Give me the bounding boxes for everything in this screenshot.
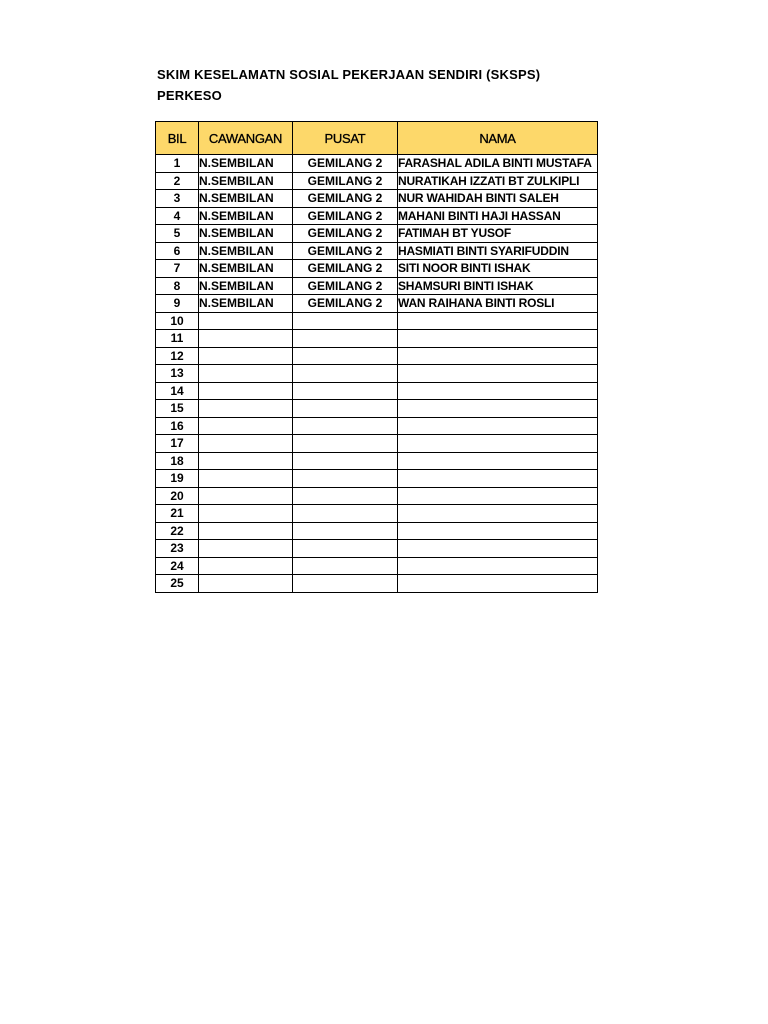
table-row bbox=[156, 540, 598, 558]
center-cell: GEMILANG 2 bbox=[293, 242, 398, 260]
branch-cell bbox=[199, 417, 293, 435]
table-row bbox=[156, 382, 598, 400]
center-cell bbox=[293, 575, 398, 593]
name-cell bbox=[398, 452, 598, 470]
center-cell: GEMILANG 2 bbox=[293, 155, 398, 173]
name-cell bbox=[398, 505, 598, 523]
row-number-cell: 20 bbox=[156, 487, 199, 505]
branch-cell bbox=[199, 575, 293, 593]
table-row bbox=[156, 487, 598, 505]
row-number-cell: 16 bbox=[156, 417, 199, 435]
center-cell: GEMILANG 2 bbox=[293, 225, 398, 243]
title-line-scheme: SKIM KESELAMATN SOSIAL PEKERJAAN SENDIRI (SKSPS) bbox=[157, 67, 541, 82]
row-number-cell: 9 bbox=[156, 295, 199, 313]
branch-cell bbox=[199, 435, 293, 453]
center-cell bbox=[293, 400, 398, 418]
name-cell bbox=[398, 382, 598, 400]
branch-cell bbox=[199, 312, 293, 330]
center-cell: GEMILANG 2 bbox=[293, 190, 398, 208]
center-cell: GEMILANG 2 bbox=[293, 172, 398, 190]
branch-cell bbox=[199, 330, 293, 348]
center-cell bbox=[293, 435, 398, 453]
center-cell bbox=[293, 487, 398, 505]
table-row bbox=[156, 522, 598, 540]
row-number-cell: 3 bbox=[156, 190, 199, 208]
branch-cell bbox=[199, 540, 293, 558]
row-number-cell: 6 bbox=[156, 242, 199, 260]
branch-cell bbox=[199, 505, 293, 523]
row-number-cell: 5 bbox=[156, 225, 199, 243]
table-row bbox=[156, 242, 598, 260]
column-header-cawangan: CAWANGAN bbox=[199, 122, 293, 155]
branch-cell: N.SEMBILAN bbox=[199, 242, 293, 260]
table-header-row bbox=[156, 122, 598, 155]
name-cell bbox=[398, 400, 598, 418]
row-number-cell: 13 bbox=[156, 365, 199, 383]
center-cell bbox=[293, 330, 398, 348]
row-number-cell: 17 bbox=[156, 435, 199, 453]
table-body bbox=[156, 155, 598, 593]
center-cell bbox=[293, 312, 398, 330]
name-cell bbox=[398, 330, 598, 348]
title-line-agency: PERKESO bbox=[157, 88, 222, 103]
name-cell bbox=[398, 365, 598, 383]
center-cell bbox=[293, 505, 398, 523]
name-cell bbox=[398, 575, 598, 593]
branch-cell bbox=[199, 452, 293, 470]
branch-cell: N.SEMBILAN bbox=[199, 277, 293, 295]
table-row bbox=[156, 295, 598, 313]
table-row bbox=[156, 435, 598, 453]
table-row bbox=[156, 312, 598, 330]
branch-cell: N.SEMBILAN bbox=[199, 190, 293, 208]
row-number-cell: 23 bbox=[156, 540, 199, 558]
table-row bbox=[156, 452, 598, 470]
center-cell bbox=[293, 382, 398, 400]
name-cell bbox=[398, 557, 598, 575]
row-number-cell: 18 bbox=[156, 452, 199, 470]
row-number-cell: 22 bbox=[156, 522, 199, 540]
column-header-nama: NAMA bbox=[398, 122, 598, 155]
table-row bbox=[156, 575, 598, 593]
name-cell bbox=[398, 435, 598, 453]
branch-cell bbox=[199, 487, 293, 505]
name-cell bbox=[398, 470, 598, 488]
name-cell bbox=[398, 417, 598, 435]
name-cell: SITI NOOR BINTI ISHAK bbox=[398, 260, 598, 278]
name-cell: MAHANI BINTI HAJI HASSAN bbox=[398, 207, 598, 225]
table-row bbox=[156, 330, 598, 348]
branch-cell: N.SEMBILAN bbox=[199, 260, 293, 278]
table-row bbox=[156, 190, 598, 208]
name-cell bbox=[398, 312, 598, 330]
name-cell bbox=[398, 487, 598, 505]
table-row bbox=[156, 225, 598, 243]
row-number-cell: 7 bbox=[156, 260, 199, 278]
center-cell bbox=[293, 522, 398, 540]
table-row bbox=[156, 260, 598, 278]
table-row bbox=[156, 470, 598, 488]
center-cell bbox=[293, 470, 398, 488]
row-number-cell: 11 bbox=[156, 330, 199, 348]
name-cell: HASMIATI BINTI SYARIFUDDIN bbox=[398, 242, 598, 260]
center-cell bbox=[293, 417, 398, 435]
name-cell: FATIMAH BT YUSOF bbox=[398, 225, 598, 243]
center-cell: GEMILANG 2 bbox=[293, 295, 398, 313]
table-row bbox=[156, 207, 598, 225]
row-number-cell: 21 bbox=[156, 505, 199, 523]
table-row bbox=[156, 347, 598, 365]
center-cell: GEMILANG 2 bbox=[293, 277, 398, 295]
name-cell: SHAMSURI BINTI ISHAK bbox=[398, 277, 598, 295]
branch-cell: N.SEMBILAN bbox=[199, 207, 293, 225]
center-cell bbox=[293, 557, 398, 575]
name-cell bbox=[398, 540, 598, 558]
branch-cell bbox=[199, 522, 293, 540]
table-row bbox=[156, 505, 598, 523]
branch-cell bbox=[199, 365, 293, 383]
column-header-pusat: PUSAT bbox=[293, 122, 398, 155]
center-cell bbox=[293, 540, 398, 558]
name-cell: NURATIKAH IZZATI BT ZULKIPLI bbox=[398, 172, 598, 190]
row-number-cell: 24 bbox=[156, 557, 199, 575]
row-number-cell: 4 bbox=[156, 207, 199, 225]
row-number-cell: 8 bbox=[156, 277, 199, 295]
branch-cell bbox=[199, 557, 293, 575]
column-header-bil: BIL bbox=[156, 122, 199, 155]
name-cell: WAN RAIHANA BINTI ROSLI bbox=[398, 295, 598, 313]
row-number-cell: 2 bbox=[156, 172, 199, 190]
table-row bbox=[156, 155, 598, 173]
name-cell bbox=[398, 522, 598, 540]
branch-cell: N.SEMBILAN bbox=[199, 155, 293, 173]
table-row bbox=[156, 417, 598, 435]
branch-cell bbox=[199, 382, 293, 400]
document-title bbox=[157, 64, 540, 106]
row-number-cell: 1 bbox=[156, 155, 199, 173]
name-cell: FARASHAL ADILA BINTI MUSTAFA bbox=[398, 155, 598, 173]
center-cell bbox=[293, 452, 398, 470]
branch-cell bbox=[199, 470, 293, 488]
table-row bbox=[156, 557, 598, 575]
row-number-cell: 12 bbox=[156, 347, 199, 365]
center-cell bbox=[293, 365, 398, 383]
branch-cell: N.SEMBILAN bbox=[199, 295, 293, 313]
center-cell: GEMILANG 2 bbox=[293, 207, 398, 225]
row-number-cell: 25 bbox=[156, 575, 199, 593]
branch-cell bbox=[199, 400, 293, 418]
table-row bbox=[156, 400, 598, 418]
branch-cell: N.SEMBILAN bbox=[199, 225, 293, 243]
row-number-cell: 15 bbox=[156, 400, 199, 418]
table-row bbox=[156, 172, 598, 190]
row-number-cell: 10 bbox=[156, 312, 199, 330]
table-row bbox=[156, 365, 598, 383]
participant-table bbox=[155, 121, 598, 593]
center-cell: GEMILANG 2 bbox=[293, 260, 398, 278]
branch-cell bbox=[199, 347, 293, 365]
name-cell bbox=[398, 347, 598, 365]
name-cell: NUR WAHIDAH BINTI SALEH bbox=[398, 190, 598, 208]
row-number-cell: 14 bbox=[156, 382, 199, 400]
table-row bbox=[156, 277, 598, 295]
row-number-cell: 19 bbox=[156, 470, 199, 488]
branch-cell: N.SEMBILAN bbox=[199, 172, 293, 190]
center-cell bbox=[293, 347, 398, 365]
